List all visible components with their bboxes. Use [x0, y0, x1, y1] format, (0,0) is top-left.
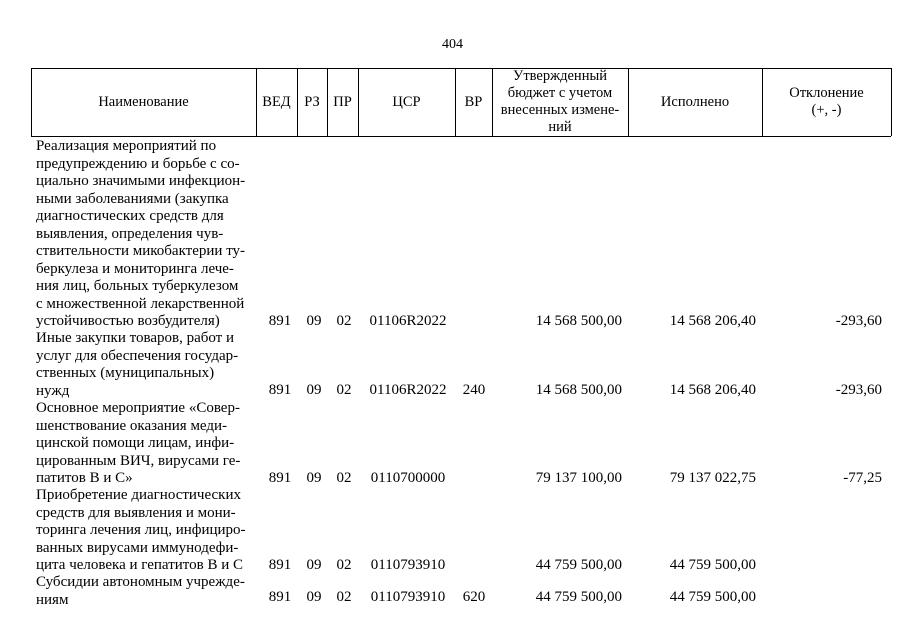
- header-budget-line: ний: [548, 119, 572, 135]
- header-deviation-line: Отклонение: [789, 85, 864, 101]
- header-budget-line: внесенных измене-: [500, 102, 620, 118]
- header-budget-line: бюджет с учетом: [507, 85, 613, 101]
- row-deviation: -77,25: [843, 470, 882, 486]
- row-vr: 620: [462, 589, 486, 605]
- row-csr: 0110793910: [370, 589, 446, 605]
- row-budget: 44 759 500,00: [535, 557, 622, 573]
- page-number: 404: [442, 37, 463, 52]
- row-csr: 01106R2022: [369, 313, 447, 329]
- row-deviation: -293,60: [835, 313, 882, 329]
- header-deviation-line: (+, -): [811, 102, 842, 118]
- row-budget: 14 568 500,00: [535, 313, 622, 329]
- row-rz: 09: [306, 382, 322, 398]
- row-pr: 02: [336, 589, 352, 605]
- header-csr: ЦСР: [392, 93, 421, 110]
- row-executed: 44 759 500,00: [669, 557, 756, 573]
- row-deviation: -293,60: [835, 382, 882, 398]
- row-executed: 14 568 206,40: [669, 382, 756, 398]
- row-executed: 14 568 206,40: [669, 313, 756, 329]
- row-ved: 891: [268, 589, 292, 605]
- header-rz: РЗ: [304, 93, 320, 110]
- row-ved: 891: [268, 557, 292, 573]
- header-executed: Исполнено: [660, 93, 730, 110]
- row-rz: 09: [306, 557, 322, 573]
- row-csr: 0110700000: [370, 470, 446, 486]
- row-budget: 79 137 100,00: [535, 470, 622, 486]
- row-name: Реализация мероприятий по предупреждению и борьбе с со- циально значимыми инфекцион- ными заболеваниями (закупка диагностических средств для выявления, определения чув- ствительности микобактерии ту- беркулеза и мониторинга лече- ния лиц, больных туберкулезом с множественной лекарственной устойчивостью возбудителя): [36, 138, 246, 329]
- header-ved: ВЕД: [262, 93, 291, 110]
- header-vr: ВР: [464, 93, 483, 110]
- row-pr: 02: [336, 557, 352, 573]
- row-name: Субсидии автономным учрежде- ниям: [36, 574, 245, 608]
- row-vr: 240: [462, 382, 486, 398]
- header-bottom-border: [31, 136, 891, 137]
- row-name: Иные закупки товаров, работ и услуг для обеспечения государ- ственных (муниципальных) нужд: [36, 330, 239, 399]
- row-rz: 09: [306, 589, 322, 605]
- row-executed: 79 137 022,75: [669, 470, 756, 486]
- row-ved: 891: [268, 313, 292, 329]
- row-rz: 09: [306, 313, 322, 329]
- row-pr: 02: [336, 470, 352, 486]
- row-name: Приобретение диагностических средств для выявления и мони- торинга лечения лиц, инфициро- ванных вирусами иммунодефи- цита человека и гепатитов В и С: [36, 487, 246, 573]
- row-csr: 01106R2022: [369, 382, 447, 398]
- header-budget-line: Утвержденный: [513, 68, 607, 84]
- row-csr: 0110793910: [370, 557, 446, 573]
- row-budget: 44 759 500,00: [535, 589, 622, 605]
- col-border: [891, 68, 892, 136]
- row-name: Основное мероприятие «Совер- шенствование оказания меди- цинской помощи лицам, инфи- цированным ВИЧ, вирусами ге- патитов В и С»: [36, 400, 241, 486]
- header-name: Наименование: [98, 93, 189, 110]
- row-pr: 02: [336, 313, 352, 329]
- row-executed: 44 759 500,00: [669, 589, 756, 605]
- row-rz: 09: [306, 470, 322, 486]
- header-pr: ПР: [333, 93, 352, 110]
- row-pr: 02: [336, 382, 352, 398]
- row-ved: 891: [268, 470, 292, 486]
- row-budget: 14 568 500,00: [535, 382, 622, 398]
- header-deviation: [762, 68, 891, 136]
- row-ved: 891: [268, 382, 292, 398]
- header-budget: [492, 68, 628, 136]
